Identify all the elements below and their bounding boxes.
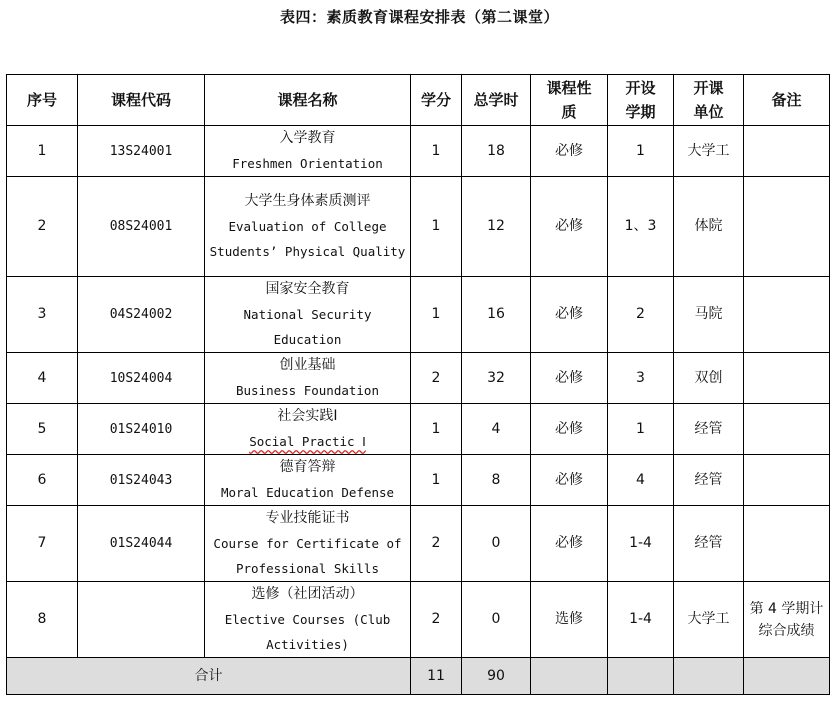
cell-seq: 7 <box>7 506 78 582</box>
cell-nature: 必修 <box>531 353 608 404</box>
cell-term: 2 <box>608 277 674 353</box>
cell-term: 1 <box>608 404 674 455</box>
cell-code: 04S24002 <box>78 277 205 353</box>
total-label: 合计 <box>7 658 411 695</box>
course-name-zh: 创业基础 <box>279 357 336 373</box>
cell-remark <box>744 277 830 353</box>
course-name-en: Elective Courses (Club Activities) <box>224 612 391 652</box>
cell-hours: 8 <box>462 455 531 506</box>
course-name-en: Evaluation of College Students’ Physical Quality <box>209 219 406 259</box>
cell-term: 1-4 <box>608 506 674 582</box>
header-remark: 备注 <box>744 75 830 126</box>
cell-seq: 3 <box>7 277 78 353</box>
header-hours: 总学时 <box>462 75 531 126</box>
table-row <box>7 506 830 582</box>
cell-seq: 6 <box>7 455 78 506</box>
cell-nature: 必修 <box>531 455 608 506</box>
cell-nature: 选修 <box>531 582 608 658</box>
table-row <box>7 404 830 455</box>
header-row <box>7 75 830 126</box>
cell-credit: 1 <box>411 126 462 177</box>
course-name-zh: 入学教育 <box>279 130 336 146</box>
course-name-en: National Security Education <box>243 307 372 347</box>
cell-term: 3 <box>608 353 674 404</box>
total-empty <box>674 658 744 695</box>
total-row <box>7 658 830 695</box>
cell-hours: 0 <box>462 506 531 582</box>
cell-name <box>205 353 411 404</box>
cell-credit: 2 <box>411 353 462 404</box>
cell-seq: 2 <box>7 177 78 277</box>
course-name-en: Freshmen Orientation <box>232 156 383 171</box>
header-seq: 序号 <box>7 75 78 126</box>
cell-unit: 双创 <box>674 353 744 404</box>
table-title: 表四：素质教育课程安排表（第二课堂） <box>279 8 559 26</box>
cell-code: 10S24004 <box>78 353 205 404</box>
table-row <box>7 582 830 658</box>
header-code: 课程代码 <box>78 75 205 126</box>
cell-credit: 1 <box>411 404 462 455</box>
cell-term: 1 <box>608 126 674 177</box>
cell-name <box>205 126 411 177</box>
cell-credit: 1 <box>411 177 462 277</box>
header-nature: 课程性质 <box>531 75 608 126</box>
course-schedule-table <box>6 74 830 695</box>
cell-unit: 体院 <box>674 177 744 277</box>
table-row <box>7 126 830 177</box>
cell-name <box>205 177 411 277</box>
course-name-en: Moral Education Defense <box>220 485 395 500</box>
course-name-zh: 选修（社团活动） <box>251 586 364 602</box>
cell-name <box>205 506 411 582</box>
cell-unit: 经管 <box>674 404 744 455</box>
header-unit: 开课单位 <box>674 75 744 126</box>
course-name-zh: 专业技能证书 <box>265 510 350 526</box>
cell-code: 13S24001 <box>78 126 205 177</box>
cell-credit: 2 <box>411 506 462 582</box>
cell-name <box>205 582 411 658</box>
cell-seq: 1 <box>7 126 78 177</box>
course-name-zh: 社会实践Ⅰ <box>277 408 338 424</box>
table-row <box>7 455 830 506</box>
total-empty <box>608 658 674 695</box>
cell-term: 1、3 <box>608 177 674 277</box>
cell-code: 01S24044 <box>78 506 205 582</box>
cell-hours: 16 <box>462 277 531 353</box>
total-empty <box>531 658 608 695</box>
total-credit: 11 <box>411 658 462 695</box>
cell-name <box>205 455 411 506</box>
course-name-zh: 大学生身体素质测评 <box>244 193 371 209</box>
cell-seq: 8 <box>7 582 78 658</box>
header-name: 课程名称 <box>205 75 411 126</box>
cell-remark <box>744 506 830 582</box>
cell-remark <box>744 353 830 404</box>
cell-term: 1-4 <box>608 582 674 658</box>
cell-hours: 0 <box>462 582 531 658</box>
cell-remark <box>744 126 830 177</box>
cell-remark <box>744 404 830 455</box>
table-row <box>7 353 830 404</box>
cell-remark <box>744 177 830 277</box>
cell-unit: 经管 <box>674 506 744 582</box>
cell-term: 4 <box>608 455 674 506</box>
cell-hours: 4 <box>462 404 531 455</box>
table-row <box>7 277 830 353</box>
cell-nature: 必修 <box>531 404 608 455</box>
cell-credit: 2 <box>411 582 462 658</box>
header-credit: 学分 <box>411 75 462 126</box>
cell-hours: 32 <box>462 353 531 404</box>
cell-seq: 4 <box>7 353 78 404</box>
course-name-en: Social Practic Ⅰ <box>249 434 366 449</box>
cell-unit: 经管 <box>674 455 744 506</box>
table-row <box>7 177 830 277</box>
cell-remark: 第 4 学期计综合成绩 <box>744 582 830 658</box>
total-hours: 90 <box>462 658 531 695</box>
cell-code: 01S24010 <box>78 404 205 455</box>
course-name-en: Business Foundation <box>236 383 379 398</box>
cell-credit: 1 <box>411 277 462 353</box>
cell-remark <box>744 455 830 506</box>
cell-nature: 必修 <box>531 177 608 277</box>
cell-name <box>205 277 411 353</box>
cell-unit: 大学工 <box>674 582 744 658</box>
total-empty <box>744 658 830 695</box>
cell-unit: 大学工 <box>674 126 744 177</box>
cell-name <box>205 404 411 455</box>
course-name-zh: 国家安全教育 <box>265 281 350 297</box>
cell-seq: 5 <box>7 404 78 455</box>
cell-credit: 1 <box>411 455 462 506</box>
course-name-zh: 德育答辩 <box>279 459 336 475</box>
cell-code: 08S24001 <box>78 177 205 277</box>
header-term: 开设学期 <box>608 75 674 126</box>
cell-nature: 必修 <box>531 506 608 582</box>
cell-nature: 必修 <box>531 126 608 177</box>
cell-hours: 18 <box>462 126 531 177</box>
cell-unit: 马院 <box>674 277 744 353</box>
cell-code <box>78 582 205 658</box>
course-name-en: Course for Certificate of Professional Skills <box>213 536 402 576</box>
cell-nature: 必修 <box>531 277 608 353</box>
cell-code: 01S24043 <box>78 455 205 506</box>
cell-hours: 12 <box>462 177 531 277</box>
